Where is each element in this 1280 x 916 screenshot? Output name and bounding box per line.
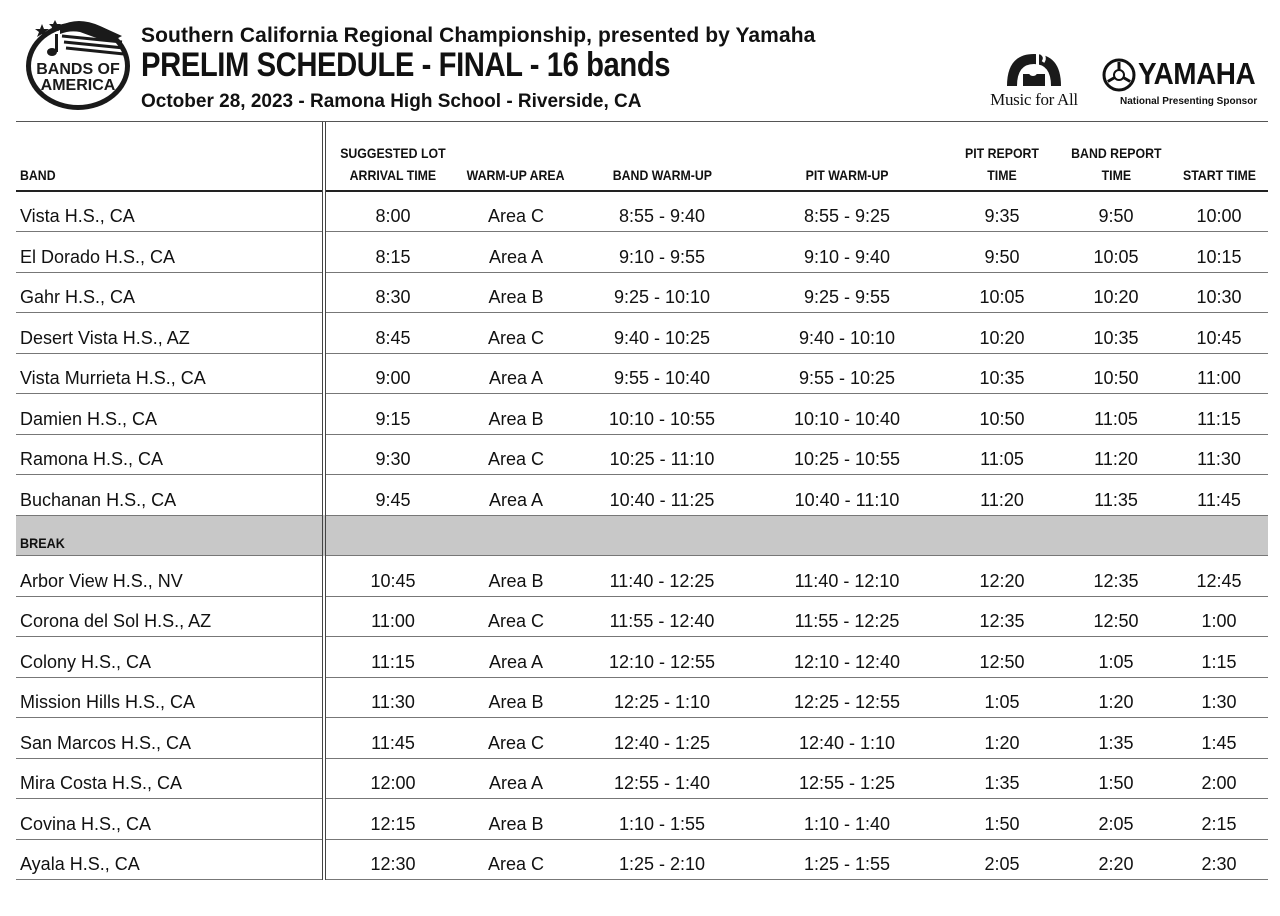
pit-report-time-cell: 9:50 — [942, 232, 1062, 273]
pit-report-time-cell: 1:05 — [942, 677, 1062, 718]
break-label-text: BREAK — [20, 535, 65, 551]
band-name-cell: Colony H.S., CA — [16, 637, 324, 678]
band-warmup-time-cell: 10:25 - 11:10 — [572, 434, 752, 475]
start-time-cell: 10:00 — [1170, 191, 1268, 232]
column-header-warmup-area: WARM-UP AREA — [460, 122, 572, 191]
band-report-time-cell: 1:20 — [1062, 677, 1170, 718]
break-row — [16, 515, 1268, 556]
band-warmup-time-cell: 9:10 - 9:55 — [572, 232, 752, 273]
table-header-row — [16, 122, 1268, 191]
table-row — [16, 758, 1268, 799]
lot-arrival-time-cell: 11:45 — [324, 718, 460, 759]
start-time-cell: 10:45 — [1170, 313, 1268, 354]
band-warmup-time-cell: 9:40 - 10:25 — [572, 313, 752, 354]
band-warmup-time-cell: 10:10 - 10:55 — [572, 394, 752, 435]
band-name-cell: Gahr H.S., CA — [16, 272, 324, 313]
lot-arrival-time-cell: 9:15 — [324, 394, 460, 435]
lot-arrival-time-cell: 8:00 — [324, 191, 460, 232]
schedule-table-body — [16, 191, 1268, 880]
warmup-area-cell: Area A — [460, 758, 572, 799]
warmup-area-cell: Area A — [460, 353, 572, 394]
warmup-area-cell: Area A — [460, 637, 572, 678]
lot-arrival-time-cell: 9:30 — [324, 434, 460, 475]
column-header-band: BAND — [16, 122, 324, 191]
table-row — [16, 718, 1268, 759]
subtitle: Southern California Regional Championship, presented by Yamaha — [141, 24, 816, 47]
band-report-time-cell: 11:20 — [1062, 434, 1170, 475]
band-report-time-cell: 11:35 — [1062, 475, 1170, 516]
logo-text-line1: BANDS OF — [36, 61, 120, 78]
band-report-time-cell: 10:50 — [1062, 353, 1170, 394]
pit-warmup-time-cell: 12:40 - 1:10 — [752, 718, 942, 759]
start-time-cell: 11:00 — [1170, 353, 1268, 394]
lot-arrival-time-cell: 11:15 — [324, 637, 460, 678]
pit-report-time-cell: 10:20 — [942, 313, 1062, 354]
page-header — [0, 0, 1280, 122]
music-for-all-text: Music for All — [990, 90, 1078, 109]
start-time-cell: 1:30 — [1170, 677, 1268, 718]
band-name-cell: Ayala H.S., CA — [16, 839, 324, 880]
band-report-time-cell: 10:20 — [1062, 272, 1170, 313]
pit-report-time-cell: 2:05 — [942, 839, 1062, 880]
pit-warmup-time-cell: 1:10 - 1:40 — [752, 799, 942, 840]
pit-report-time-cell: 12:20 — [942, 556, 1062, 597]
pit-report-time-cell: 1:50 — [942, 799, 1062, 840]
band-warmup-time-cell: 12:40 - 1:25 — [572, 718, 752, 759]
band-name-cell: Damien H.S., CA — [16, 394, 324, 435]
warmup-area-cell: Area B — [460, 799, 572, 840]
column-header-pit-warmup: PIT WARM-UP — [752, 122, 942, 191]
table-row — [16, 394, 1268, 435]
table-row — [16, 313, 1268, 354]
pit-report-time-cell: 11:20 — [942, 475, 1062, 516]
start-time-cell: 1:45 — [1170, 718, 1268, 759]
pit-warmup-time-cell: 11:40 - 12:10 — [752, 556, 942, 597]
band-name-cell: Buchanan H.S., CA — [16, 475, 324, 516]
pit-report-time-cell: 9:35 — [942, 191, 1062, 232]
pit-warmup-time-cell: 10:25 - 10:55 — [752, 434, 942, 475]
pit-report-time-cell: 1:20 — [942, 718, 1062, 759]
table-row — [16, 475, 1268, 516]
pit-warmup-time-cell: 12:25 - 12:55 — [752, 677, 942, 718]
lot-arrival-time-cell: 8:30 — [324, 272, 460, 313]
lot-arrival-time-cell: 12:15 — [324, 799, 460, 840]
table-row — [16, 839, 1268, 880]
yamaha-wordmark: YAMAHA — [1138, 56, 1256, 91]
band-warmup-time-cell: 12:55 - 1:40 — [572, 758, 752, 799]
band-warmup-time-cell: 11:55 - 12:40 — [572, 596, 752, 637]
band-warmup-time-cell: 9:25 - 10:10 — [572, 272, 752, 313]
band-warmup-time-cell: 9:55 - 10:40 — [572, 353, 752, 394]
pit-warmup-time-cell: 8:55 - 9:25 — [752, 191, 942, 232]
band-name-cell: Vista Murrieta H.S., CA — [16, 353, 324, 394]
band-report-time-cell: 10:35 — [1062, 313, 1170, 354]
logo-text-line2: AMERICA — [40, 77, 116, 94]
start-time-cell: 11:30 — [1170, 434, 1268, 475]
band-report-time-cell: 12:50 — [1062, 596, 1170, 637]
lot-arrival-time-cell: 10:45 — [324, 556, 460, 597]
start-time-cell: 1:15 — [1170, 637, 1268, 678]
pit-warmup-time-cell: 9:10 - 9:40 — [752, 232, 942, 273]
lot-arrival-time-cell: 9:00 — [324, 353, 460, 394]
band-name-cell: Corona del Sol H.S., AZ — [16, 596, 324, 637]
yamaha-logo — [1102, 56, 1258, 112]
warmup-area-cell: Area C — [460, 313, 572, 354]
pit-report-time-cell: 11:05 — [942, 434, 1062, 475]
table-row — [16, 556, 1268, 597]
lot-arrival-time-cell: 11:00 — [324, 596, 460, 637]
table-row — [16, 637, 1268, 678]
band-name-cell: Mission Hills H.S., CA — [16, 677, 324, 718]
band-warmup-time-cell: 1:25 - 2:10 — [572, 839, 752, 880]
table-row — [16, 596, 1268, 637]
band-name-cell: El Dorado H.S., CA — [16, 232, 324, 273]
event-date-location: October 28, 2023 - Ramona High School - Riverside, CA — [141, 91, 642, 112]
pit-warmup-time-cell: 10:40 - 11:10 — [752, 475, 942, 516]
sponsor-caption: National Presenting Sponsor — [1120, 96, 1258, 107]
pit-warmup-time-cell: 1:25 - 1:55 — [752, 839, 942, 880]
pit-report-time-cell: 12:50 — [942, 637, 1062, 678]
band-warmup-time-cell: 11:40 - 12:25 — [572, 556, 752, 597]
column-header-band-warmup: BAND WARM-UP — [572, 122, 752, 191]
pit-report-time-cell: 10:35 — [942, 353, 1062, 394]
pit-report-time-cell: 1:35 — [942, 758, 1062, 799]
break-fill — [324, 515, 1268, 556]
column-header-arrival-time: SUGGESTED LOT ARRIVAL TIME — [324, 122, 460, 191]
warmup-area-cell: Area B — [460, 677, 572, 718]
table-row — [16, 677, 1268, 718]
band-report-time-cell: 2:20 — [1062, 839, 1170, 880]
pit-warmup-time-cell: 12:55 - 1:25 — [752, 758, 942, 799]
pit-report-time-cell: 10:50 — [942, 394, 1062, 435]
break-label — [16, 515, 324, 556]
lot-arrival-time-cell: 8:15 — [324, 232, 460, 273]
warmup-area-cell: Area C — [460, 839, 572, 880]
band-report-time-cell: 11:05 — [1062, 394, 1170, 435]
pit-warmup-time-cell: 11:55 - 12:25 — [752, 596, 942, 637]
pit-warmup-time-cell: 12:10 - 12:40 — [752, 637, 942, 678]
band-name-cell: Mira Costa H.S., CA — [16, 758, 324, 799]
band-warmup-time-cell: 1:10 - 1:55 — [572, 799, 752, 840]
warmup-area-cell: Area A — [460, 232, 572, 273]
start-time-cell: 1:00 — [1170, 596, 1268, 637]
pit-report-time-cell: 12:35 — [942, 596, 1062, 637]
table-row — [16, 353, 1268, 394]
warmup-area-cell: Area C — [460, 434, 572, 475]
band-name-cell: Covina H.S., CA — [16, 799, 324, 840]
pit-report-time-cell: 10:05 — [942, 272, 1062, 313]
band-name-cell: Vista H.S., CA — [16, 191, 324, 232]
band-name-cell: Desert Vista H.S., AZ — [16, 313, 324, 354]
lot-arrival-time-cell: 8:45 — [324, 313, 460, 354]
band-name-cell: San Marcos H.S., CA — [16, 718, 324, 759]
warmup-area-cell: Area C — [460, 191, 572, 232]
lot-arrival-time-cell: 12:30 — [324, 839, 460, 880]
lot-arrival-time-cell: 9:45 — [324, 475, 460, 516]
warmup-area-cell: Area B — [460, 556, 572, 597]
pit-warmup-time-cell: 9:55 - 10:25 — [752, 353, 942, 394]
warmup-area-cell: Area A — [460, 475, 572, 516]
start-time-cell: 2:30 — [1170, 839, 1268, 880]
start-time-cell: 12:45 — [1170, 556, 1268, 597]
pit-warmup-time-cell: 10:10 - 10:40 — [752, 394, 942, 435]
band-report-time-cell: 12:35 — [1062, 556, 1170, 597]
column-header-pit-report-time: PIT REPORT TIME — [942, 122, 1062, 191]
band-warmup-time-cell: 8:55 - 9:40 — [572, 191, 752, 232]
band-report-time-cell: 1:50 — [1062, 758, 1170, 799]
table-row — [16, 191, 1268, 232]
bands-of-america-logo — [22, 12, 134, 112]
lot-arrival-time-cell: 11:30 — [324, 677, 460, 718]
table-row — [16, 434, 1268, 475]
column-header-band-report-time: BAND REPORT TIME — [1062, 122, 1170, 191]
band-warmup-time-cell: 10:40 - 11:25 — [572, 475, 752, 516]
table-row — [16, 272, 1268, 313]
music-for-all-icon — [1003, 48, 1065, 90]
warmup-area-cell: Area B — [460, 394, 572, 435]
yamaha-tuning-fork-icon — [1102, 58, 1136, 92]
band-name-cell: Arbor View H.S., NV — [16, 556, 324, 597]
warmup-area-cell: Area C — [460, 596, 572, 637]
band-name-cell: Ramona H.S., CA — [16, 434, 324, 475]
music-for-all-logo — [983, 48, 1085, 112]
table-row — [16, 232, 1268, 273]
schedule-table — [16, 122, 1268, 880]
start-time-cell: 10:15 — [1170, 232, 1268, 273]
start-time-cell: 11:15 — [1170, 394, 1268, 435]
warmup-area-cell: Area B — [460, 272, 572, 313]
pit-warmup-time-cell: 9:25 - 9:55 — [752, 272, 942, 313]
band-warmup-time-cell: 12:10 - 12:55 — [572, 637, 752, 678]
pit-warmup-time-cell: 9:40 - 10:10 — [752, 313, 942, 354]
start-time-cell: 2:15 — [1170, 799, 1268, 840]
start-time-cell: 11:45 — [1170, 475, 1268, 516]
column-header-start-time: START TIME — [1170, 122, 1268, 191]
lot-arrival-time-cell: 12:00 — [324, 758, 460, 799]
warmup-area-cell: Area C — [460, 718, 572, 759]
band-warmup-time-cell: 12:25 - 1:10 — [572, 677, 752, 718]
start-time-cell: 2:00 — [1170, 758, 1268, 799]
band-report-time-cell: 1:35 — [1062, 718, 1170, 759]
band-report-time-cell: 10:05 — [1062, 232, 1170, 273]
schedule-table-container — [16, 122, 1268, 880]
page-title: PRELIM SCHEDULE - FINAL - 16 bands — [141, 46, 671, 84]
band-report-time-cell: 2:05 — [1062, 799, 1170, 840]
table-row — [16, 799, 1268, 840]
band-report-time-cell: 9:50 — [1062, 191, 1170, 232]
band-report-time-cell: 1:05 — [1062, 637, 1170, 678]
start-time-cell: 10:30 — [1170, 272, 1268, 313]
